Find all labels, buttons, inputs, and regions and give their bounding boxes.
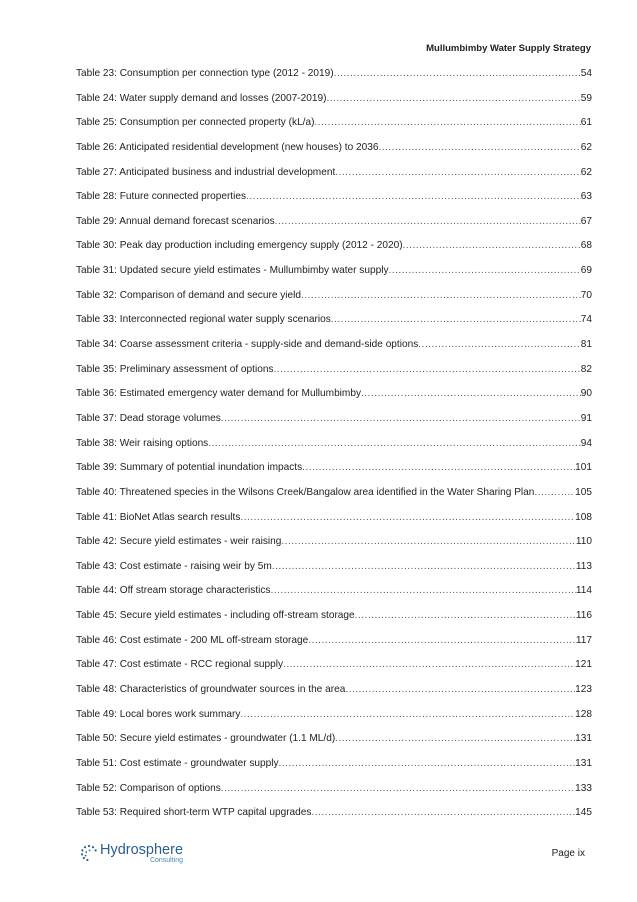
toc-entry[interactable]	[76, 512, 592, 537]
toc-dot-leader	[335, 167, 581, 178]
toc-entry-label: Table 35: Preliminary assessment of options	[76, 363, 274, 375]
toc-entry[interactable]	[76, 339, 592, 364]
toc-entry-page: 114	[575, 585, 592, 597]
logo-wordmark: Hydrosphere	[100, 842, 184, 858]
toc-entry-page: 110	[575, 536, 592, 548]
toc-entry[interactable]	[76, 684, 592, 709]
toc-entry-page: 68	[580, 240, 592, 252]
toc-entry-page: 121	[575, 659, 592, 671]
toc-dot-leader	[279, 758, 576, 769]
toc-entry[interactable]	[76, 314, 592, 339]
toc-entry-label: Table 23: Consumption per connection type (2012 - 2019)	[76, 68, 334, 79]
toc-entry-page: 131	[575, 757, 592, 769]
toc-dot-leader	[334, 68, 581, 79]
toc-entry[interactable]	[76, 807, 592, 832]
toc-dot-leader	[221, 413, 581, 424]
toc-entry[interactable]	[76, 364, 592, 389]
toc-entry-label: Table 33: Interconnected regional water supply scenarios	[76, 314, 331, 326]
toc-entry[interactable]	[76, 388, 592, 413]
toc-entry-label: Table 28: Future connected properties	[76, 191, 247, 203]
toc-entry-page: 123	[575, 684, 592, 696]
toc-entry-label: Table 43: Cost estimate - raising weir by 5m	[76, 560, 272, 572]
toc-entry-page: 113	[575, 560, 592, 572]
toc-entry-page: 81	[580, 339, 592, 351]
toc-entry-label: Table 29: Annual demand forecast scenarios	[76, 215, 275, 227]
toc-entry-page: 91	[580, 412, 592, 424]
toc-entry-page: 94	[580, 437, 592, 449]
toc-entry-label: Table 39: Summary of potential inundation impacts	[76, 462, 303, 474]
toc-dot-leader	[275, 216, 581, 227]
toc-entry-label: Table 26: Anticipated residential development (new houses) to 2036	[76, 141, 379, 153]
toc-dot-leader	[246, 191, 581, 202]
toc-dot-leader	[534, 487, 575, 498]
toc-entry-label: Table 51: Cost estimate - groundwater supply	[76, 757, 279, 769]
toc-entry-page: 128	[575, 708, 592, 720]
toc-entry-page: 131	[575, 733, 592, 745]
toc-dot-leader	[355, 610, 576, 621]
toc-entry[interactable]	[76, 783, 592, 808]
toc-entry[interactable]	[76, 68, 592, 93]
toc-entry-page: 62	[580, 166, 592, 178]
toc-entry-label: Table 25: Consumption per connected property (kL/a)	[76, 117, 315, 129]
toc-dot-leader	[272, 561, 576, 572]
toc-entry-label: Table 37: Dead storage volumes	[76, 412, 221, 424]
toc-entry-page: 108	[575, 511, 592, 523]
toc-dot-leader	[302, 462, 575, 473]
hydrosphere-logo-icon	[80, 844, 98, 862]
page-number: Page ix	[551, 848, 585, 859]
toc-entry-page: 82	[580, 363, 592, 375]
toc-entry-page: 62	[580, 141, 592, 153]
toc-entry[interactable]	[76, 93, 592, 118]
toc-dot-leader	[331, 314, 581, 325]
toc-entry-label: Table 38: Weir raising options	[76, 437, 209, 449]
toc-entry-label: Table 49: Local bores work summary	[76, 708, 241, 720]
toc-entry-page: 117	[575, 634, 592, 646]
toc-dot-leader	[283, 659, 575, 670]
toc-entry-page: 59	[580, 92, 592, 104]
toc-entry-page: 74	[580, 314, 592, 326]
toc-entry-page: 145	[575, 807, 592, 819]
toc-entry[interactable]	[76, 635, 592, 660]
toc-entry-label: Table 36: Estimated emergency water demand for Mullumbimby	[76, 388, 361, 400]
toc-entry[interactable]	[76, 265, 592, 290]
toc-entry-label: Table 24: Water supply demand and losses (2007-2019)	[76, 92, 327, 104]
toc-entry-label: Table 27: Anticipated business and industrial development	[76, 166, 336, 178]
toc-entry[interactable]	[76, 216, 592, 241]
toc-entry-page: 54	[580, 68, 592, 79]
logo-subtitle: Consulting	[149, 856, 184, 864]
toc-entry-page: 70	[580, 289, 592, 301]
toc-dot-leader	[240, 709, 575, 720]
toc-entry-label: Table 42: Secure yield estimates - weir raising	[76, 536, 282, 548]
toc-entry-label: Table 52: Comparison of options	[76, 782, 221, 794]
toc-dot-leader	[378, 142, 580, 153]
toc-entry[interactable]	[76, 117, 592, 142]
toc-entry-page: 61	[580, 117, 592, 129]
toc-entry-label: Table 34: Coarse assessment criteria - supply-side and demand-side options	[76, 339, 419, 351]
toc-entry[interactable]	[76, 733, 592, 758]
toc-entry[interactable]	[76, 610, 592, 635]
toc-entry-page: 67	[580, 215, 592, 227]
toc-entry[interactable]	[76, 536, 592, 561]
toc-entry-label: Table 44: Off stream storage characteristics	[76, 585, 271, 597]
toc-dot-leader	[281, 536, 576, 547]
toc-dot-leader	[389, 265, 581, 276]
toc-dot-leader	[221, 783, 575, 794]
toc-entry[interactable]	[76, 167, 592, 192]
toc-entry-label: Table 45: Secure yield estimates - including off-stream storage	[76, 610, 355, 622]
toc-entry[interactable]	[76, 290, 592, 315]
toc-entry-label: Table 31: Updated secure yield estimates - Mullumbimby water supply	[76, 265, 389, 277]
toc-dot-leader	[314, 117, 580, 128]
company-logo	[80, 843, 183, 864]
toc-dot-leader	[311, 807, 575, 818]
toc-entry[interactable]	[76, 438, 592, 463]
toc-entry-label: Table 30: Peak day production including emergency supply (2012 - 2020)	[76, 240, 403, 252]
toc-dot-leader	[345, 684, 575, 695]
toc-entry-page: 105	[575, 486, 592, 498]
toc-dot-leader	[335, 733, 575, 744]
toc-entry[interactable]	[76, 709, 592, 734]
running-header: Mullumbimby Water Supply Strategy	[426, 43, 591, 54]
toc-dot-leader	[326, 93, 580, 104]
toc-dot-leader	[301, 290, 581, 301]
toc-dot-leader	[308, 635, 576, 646]
toc-dot-leader	[208, 438, 581, 449]
toc-dot-leader	[361, 388, 581, 399]
toc-entry[interactable]	[76, 585, 592, 610]
toc-entry-label: Table 46: Cost estimate - 200 ML off-stream storage	[76, 634, 309, 646]
toc-entry-page: 133	[575, 782, 592, 794]
toc-dot-leader	[418, 339, 581, 350]
toc-entry-label: Table 53: Required short-term WTP capital upgrades	[76, 807, 312, 819]
toc-entry-label: Table 48: Characteristics of groundwater sources in the area	[76, 684, 346, 696]
toc-entry[interactable]	[76, 191, 592, 216]
toc-entry-label: Table 47: Cost estimate - RCC regional supply	[76, 659, 284, 671]
toc-dot-leader	[270, 585, 575, 596]
toc-entry-page: 116	[575, 610, 592, 622]
toc-dot-leader	[273, 364, 580, 375]
toc-entry-page: 90	[580, 388, 592, 400]
toc-entry-label: Table 32: Comparison of demand and secure yield	[76, 289, 301, 301]
toc-entry[interactable]	[76, 758, 592, 783]
list-of-tables	[76, 68, 592, 832]
toc-entry-page: 101	[575, 462, 592, 474]
toc-dot-leader	[240, 512, 575, 523]
toc-entry-page: 63	[580, 191, 592, 203]
toc-entry-label: Table 40: Threatened species in the Wilsons Creek/Bangalow area identified in the Water Sharing Plan	[76, 486, 535, 498]
toc-entry[interactable]	[76, 413, 592, 438]
toc-entry[interactable]	[76, 462, 592, 487]
toc-entry-page: 69	[580, 265, 592, 277]
toc-entry[interactable]	[76, 659, 592, 684]
toc-dot-leader	[403, 240, 581, 251]
toc-entry[interactable]	[76, 240, 592, 265]
toc-entry[interactable]	[76, 487, 592, 512]
toc-entry-label: Table 50: Secure yield estimates - groundwater (1.1 ML/d)	[76, 733, 336, 745]
toc-entry[interactable]	[76, 561, 592, 586]
toc-entry[interactable]	[76, 142, 592, 167]
toc-entry-label: Table 41: BioNet Atlas search results	[76, 511, 241, 523]
